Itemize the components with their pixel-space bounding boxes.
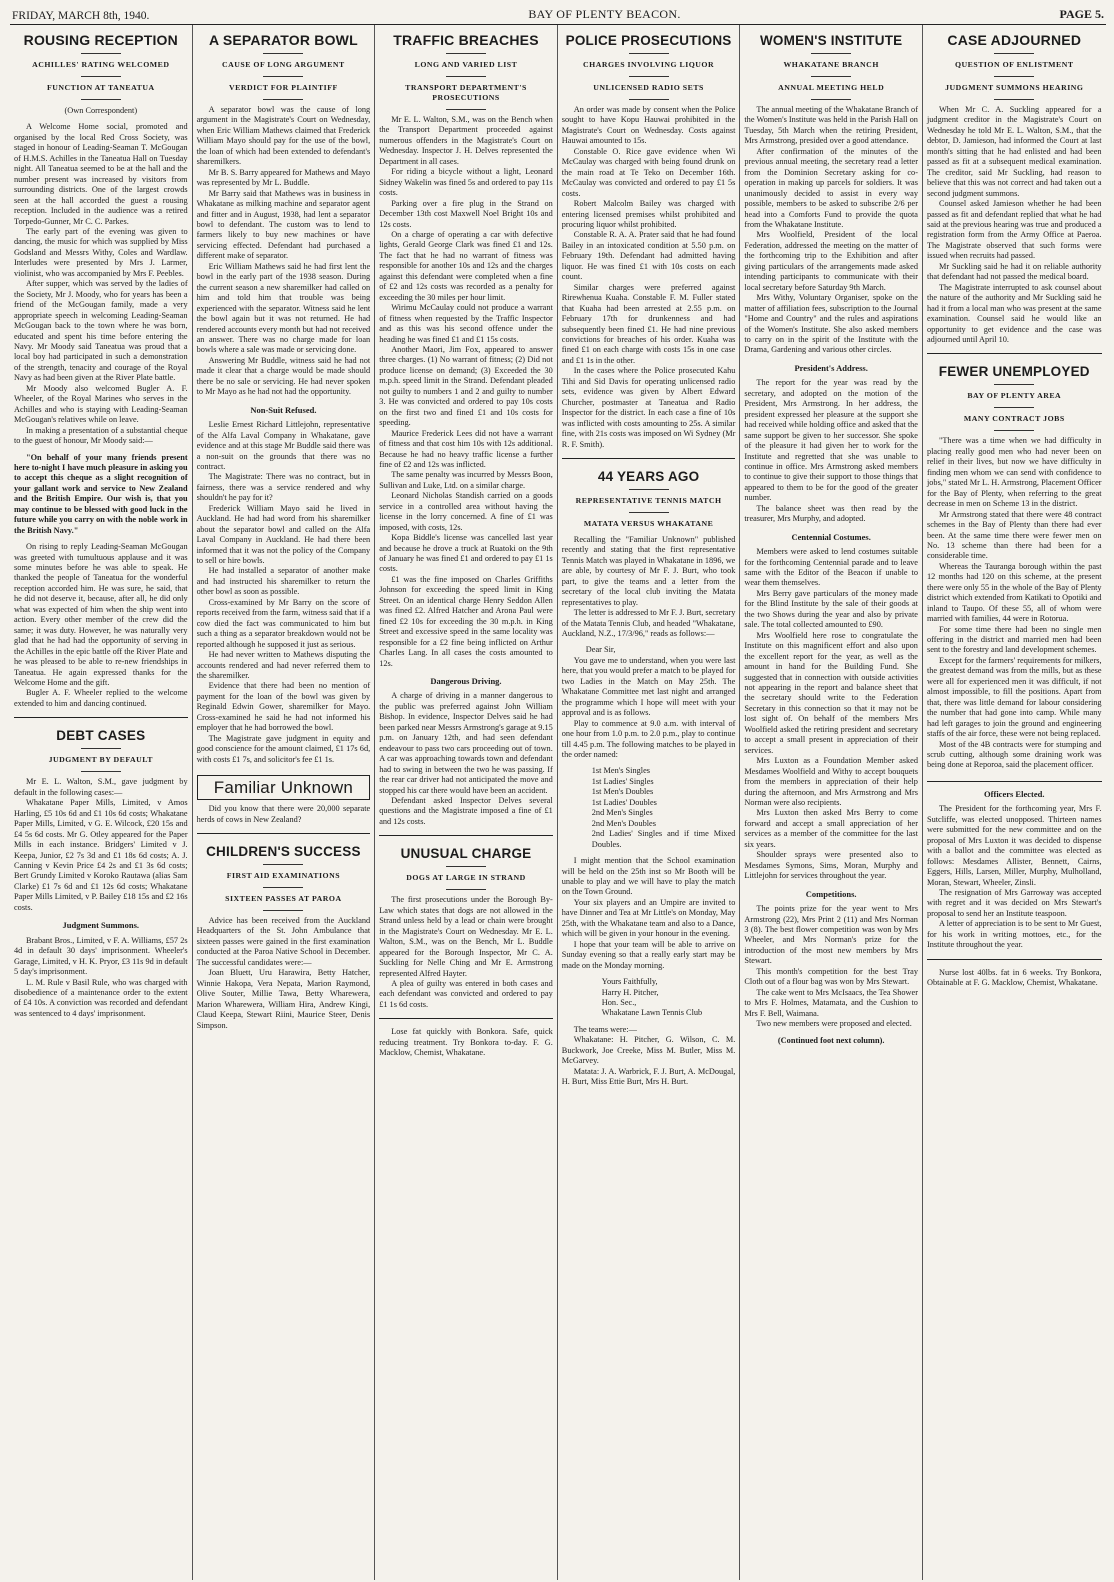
section-subhead: Judgment Summons. bbox=[62, 920, 140, 931]
paragraph: L. M. Rule v Basil Rule, who was charged with disobedience of a maintenance order to the extent of £4 10s. A conviction was recorded and defendant was sentenced to 4 days' imprisonment. bbox=[14, 977, 188, 1018]
paragraph: A charge of driving in a manner dangerous to the public was preferred against John William Bishop. In evidence, Inspector Delves said he had been parked near Messrs Armstrong's garage at 9.15 p.m. on January 12th, and had seen defendant endeavour to pass two cars proceeding out of town. A car was approaching towards town and defendant had to swing in between the two he was passing. If the rear car driver had not anticipated the move and stopped his car there would have been an accident. bbox=[379, 691, 553, 795]
paragraph: Parking over a fire plug in the Strand on December 13th cost Maxwell Noel Bright 10s and 12s costs. bbox=[379, 198, 553, 229]
section-subhead: Competitions. bbox=[805, 888, 857, 899]
signature-line: Whakatane Lawn Tennis Club bbox=[601, 1008, 703, 1018]
paragraph: Kopa Biddle's license was cancelled last year and because he drove a truck at Ruatoki on the 9th of January he was fined £1 and ordered to pay £1 1s costs. bbox=[379, 533, 553, 574]
paper-name: BAY OF PLENTY BEACON. bbox=[528, 7, 681, 21]
divider bbox=[994, 53, 1034, 54]
paragraph: Shoulder sprays were presented also to Mesdames Symons, Sims, Moran, Murphy and Littlejohn for services throughout the year. bbox=[744, 850, 918, 881]
article-body bbox=[562, 535, 736, 640]
subheading: VERDICT FOR PLAINTIFF bbox=[229, 83, 338, 92]
letter-signature bbox=[602, 977, 736, 1019]
letter-salutation: Dear Sir, bbox=[585, 645, 616, 655]
paragraph: Most of the 4B contracts were for stumping and scrub cutting, although some draining work was being done at Reporoa, said the placement officer. bbox=[926, 739, 1102, 770]
subheading: QUESTION OF ENLISTMENT bbox=[954, 60, 1074, 69]
columns bbox=[10, 25, 1106, 1580]
paragraph: The points prize for the year went to Mrs Armstrong (22), Mrs Print 2 (11) and Mrs Norman 3 (8). The best flower competition was won by Mrs Wheeler, and Mrs Norman's prize for the introduction of the most new members by Mrs Stewart. bbox=[744, 904, 918, 966]
paragraph: The cake went to Mrs McIsaacs, the Tea Shower to Mrs F. Holmes, Matamata, and the Cushion to Mrs F. Bell, Waimana. bbox=[744, 987, 918, 1018]
article-body bbox=[197, 804, 371, 825]
headline-44-years-ago: 44 YEARS AGO bbox=[562, 458, 736, 484]
paragraph: Counsel asked Jamieson whether he had been passed as fit and defendant replied that what he had said at the previous hearing was true and produced a registration form from the Army Office at Paeroa. The Magistrate observed that such forms were issued when recruits had passed. bbox=[926, 199, 1102, 261]
subheading: BAY OF PLENTY AREA bbox=[967, 391, 1062, 401]
list-item: 2nd Ladies' Singles and if time Mixed Doubles. bbox=[591, 829, 736, 849]
subheading: JUDGMENT BY DEFAULT bbox=[48, 755, 153, 765]
page-number: PAGE 5. bbox=[1059, 7, 1104, 21]
subheading: MATATA VERSUS WHAKATANE bbox=[583, 518, 714, 528]
advert-text: Nurse lost 40lbs. fat in 6 weeks. Try Bonkora, Obtainable at F. G. Macklow, Chemist, Whakatane. bbox=[926, 967, 1102, 988]
paragraph: You gave me to understand, when you were last here, that you would prefer a match to be played for two Ladies in the Match on May 25th. The Whakatane Committee met last night and arranged the programme which I hope will meet with your approval and is as follows. bbox=[561, 655, 736, 718]
divider bbox=[811, 53, 851, 54]
paragraph: In the cases where the Police prosecuted Kahu Tihi and Sid Davis for operating unlicensed radio sets, evidence was given by Albert Edward Churcher, postmaster at Taneatua and Radio Inspector for the district. In each case a fine of 10s was inflicted with costs amounting to 25s. A similar fine, with 21s costs was imposed on Wi Sydney (Mr R. F. Smith). bbox=[561, 366, 736, 449]
paragraph: The Magistrate gave judgment in equity and good conscience for the amount claimed, £1 17s 6d, with costs £1 7s, and solicitor's fee £1 1s. bbox=[196, 733, 371, 764]
paragraph: Brabant Bros., Limited, v F. A. Williams, £57 2s 4d in default 30 days' imprisonment. Wheeler's Garage, Limited, v H. K. Pryor, £3 11s 9d in default 5 day's imprisonment. bbox=[14, 935, 188, 977]
byline: (Own Correspondent) bbox=[64, 106, 138, 115]
continued-note: (Continued foot next column). bbox=[777, 1035, 885, 1045]
letter bbox=[562, 645, 736, 1018]
divider bbox=[629, 76, 669, 77]
paragraph: Evidence that there had been no mention of payment for the loan of the bowl was given by Reginald Edwin Gower, sharemilker for Mayo. Cross-examined he said he had not informed his employer that he had borrowed the bowl. bbox=[196, 681, 371, 733]
article-body bbox=[197, 420, 371, 765]
divider bbox=[994, 99, 1034, 100]
section-subhead: Non-Suit Refused. bbox=[250, 404, 317, 415]
paragraph: He had installed a separator of another make and had instructed his sharemilker to return the other bowl as soon as possible. bbox=[196, 566, 371, 597]
headline-rousing-reception: ROUSING RECEPTION bbox=[23, 32, 178, 48]
headline-familiar-unknown: Familiar Unknown bbox=[197, 775, 371, 800]
article-body bbox=[744, 378, 918, 524]
quoted-speech bbox=[14, 453, 188, 537]
column-6 bbox=[923, 25, 1106, 1580]
paragraph: Eric William Mathews said he had first lent the bowl in the early part of the 1938 season. During the current season a new sharemilker had called on him and told him that trouble was being experienced with the separator. Witness said he lent the bowl again but it was not returned. He had rendered accounts every month but had not received an answer. There was no charge made for loan bowls where a sale was made or servicing done. bbox=[196, 261, 371, 355]
paragraph: The same penalty was incurred by Messrs Boon, Sullivan and Luke, Ltd. on a similar charge. bbox=[379, 470, 553, 490]
article-body bbox=[562, 1025, 736, 1088]
divider bbox=[263, 99, 303, 100]
subheading: CAUSE OF LONG ARGUMENT bbox=[222, 60, 345, 69]
signature-line: Hon. Sec., bbox=[601, 997, 637, 1007]
paragraph: Defendant asked Inspector Delves several questions and the Magistrate imposed a fine of £1 and 12s costs. bbox=[379, 796, 553, 826]
divider bbox=[263, 53, 303, 54]
article-body bbox=[14, 936, 188, 1020]
paragraph: Mr Suckling said he had it on reliable authority that defendant had not passed the medical board. bbox=[926, 261, 1102, 282]
paragraph: A plea of guilty was entered in both cases and each defendant was convicted and ordered to pay £1 1s 6d costs. bbox=[379, 978, 553, 1009]
divider bbox=[629, 99, 669, 100]
divider bbox=[446, 109, 486, 110]
subheading: JUDGMENT SUMMONS HEARING bbox=[945, 83, 1084, 92]
quote-text: "On behalf of your many friends present here to-night I have much pleasure in asking you to accept this cheque as a slight recognition of your gallant work and service to New Zealand and the British Empire. Our wish is, that you may continue to be blessed with good luck in the future while you carry on with the noble work in the British Navy." bbox=[14, 452, 188, 535]
column-5 bbox=[740, 25, 923, 1580]
signature-line: Harry H. Pitcher, bbox=[601, 987, 659, 997]
paragraph: Mrs Withy, Voluntary Organiser, spoke on the matter of affiliation fees, subscription to the Journal "Home and Country" and the rules and aspirations of the Women's Institute. She also asked members to carry on in the spirit of the Institute with the Drama, Gardening and various other circles. bbox=[744, 293, 918, 355]
paragraph: Mr E. L. Walton, S.M., was on the Bench when the Transport Department proceeded against numerous offenders in the Magistrate's Court on Wednesday. Inspector J. H. Delves represented the Department in all cases. bbox=[379, 115, 553, 166]
paragraph: He had never written to Mathews disputing the accounts rendered and had never referred them to the sharemilker. bbox=[196, 650, 371, 681]
subheading: MANY CONTRACT JOBS bbox=[963, 414, 1065, 424]
subheading: SIXTEEN PASSES AT PAROA bbox=[225, 894, 342, 903]
divider bbox=[446, 866, 486, 867]
paragraph: Mrs Woolfield here rose to congratulate the Institute on this magnificent effort and also upon the excellent report for the year, as well as the amount in hand for the Building Fund. She suggested that in connection with outside activities not appearing in the report and balance sheet that the secretary should write to the Federation Secretary in this connection so that it may not be lost sight of. On behalf of the members Mrs Woolfield asked the retiring president and secretary to accept a small present in appreciation of their services. bbox=[744, 630, 918, 755]
divider bbox=[81, 99, 121, 100]
divider bbox=[81, 53, 121, 54]
paragraph: Mr Moody also welcomed Bugler A. F. Wheeler, of the Royal Marines who serves in the Achilles and who is staying with Leading-Seaman McGougan's relatives while on leave. bbox=[14, 383, 188, 425]
subheading: REPRESENTATIVE TENNIS MATCH bbox=[575, 495, 722, 505]
section-subhead: President's Address. bbox=[794, 362, 868, 373]
issue-date: FRIDAY, MARCH 8th, 1940. bbox=[12, 10, 150, 22]
paragraph: Mr Armstrong stated that there were 48 contract schemes in the Bay of Plenty than there had ever been. At the same time there were fewer men on No. 13 scheme than there had been for a considerable time. bbox=[926, 509, 1102, 561]
article-body bbox=[927, 436, 1102, 771]
paragraph: After supper, which was served by the ladies of the Society, Mr J. Moody, who for years has been a friend of the McGougan family, made a very appropriate speech in welcoming Leading-Seaman McGougan back to the town where he was born, educated and spent his time before entering the Navy. Mr Moody said Taneatua was proud that a local boy had participated in such a demonstration of the strength, tenacity and courage of the Royal Navy as had been given at the River Plate battle. bbox=[14, 279, 188, 383]
paragraph: The Magistrate: There was no contract, but in fairness, there was a service rendered and why shouldn't he pay for it? bbox=[196, 472, 371, 503]
paragraph: On rising to reply Leading-Seaman McGougan was greeted with tumultuous applause and it was some minutes before he was able to speak. He thanked the people of Taneatua for the wonderful reception accorded him. He was sure, he said, that he did not deserve it, because, after all, he did only what was expected of him when the ship went into action. Every other member of the crew did the same; it was duty. However, he was naturally very glad that he had had the opportunity of serving in the Achilles in the epic battle off the River Plate and he was pleased to be able to re-new friendships in Taneatua. He again expressed thanks for the Welcome Home and the gift. bbox=[14, 542, 188, 688]
paragraph: Whakatane: H. Pitcher, G. Wilson, C. M. Buckwork, Joe Creeke, Miss M. Butler, Miss M. McGarvey. bbox=[561, 1035, 736, 1066]
list-item: 2nd Men's Doubles bbox=[591, 818, 656, 828]
paragraph: I hope that your team will be able to arrive on Sunday evening so that a really early start may be made on the Monday morning. bbox=[561, 939, 736, 970]
article-body bbox=[197, 105, 371, 398]
article-body bbox=[562, 105, 736, 450]
paragraph: The letter is addressed to Mr F. J. Burt, secretary of the Matata Tennis Club, and headed "Whakatane, Auckland, N.Z., 17/3/96," reads as follows:— bbox=[561, 608, 736, 639]
paragraph: Frederick William Mayo said he lived in Auckland. He had had word from his sharemilker about the separator bowl and called on the Alfa Laval Company in Auckland. He had there been informed that it was not the policy of the Company to sell or hire bowls. bbox=[196, 503, 371, 566]
divider bbox=[263, 864, 303, 865]
subheading: TRANSPORT DEPARTMENT'S PROSECUTIONS bbox=[405, 83, 527, 102]
subheading: ACHILLES' RATING WELCOMED bbox=[32, 60, 170, 69]
paragraph: Members were asked to lend costumes suitable for the forthcoming Centennial parade and to leave same with the Editor of the Beacon if unable to wear them themselves. bbox=[744, 547, 918, 588]
article-body bbox=[379, 895, 553, 1010]
paragraph: Constable O. Rice gave evidence when Wi McCaulay was charged with being found drunk on the main road at Te Teko on December 16th. McCaulay was convicted and ordered to pay £1 5s costs. bbox=[561, 146, 736, 198]
paragraph: The report for the year was read by the secretary, and adopted on the motion of the President, Mrs Armstrong. In her address, the president expressed her pleasure at the support she had received while holding office and asked that the same support be given to her successor. She spoke of the pleasure it had given her to work for the Institute and regretted that she was unable to continue in office. Mrs Armstrong asked members to continue to give their support to those things that appeared to them to be for the good of the greater number. bbox=[744, 378, 918, 503]
list-item: 2nd Men's Singles bbox=[591, 808, 653, 818]
divider bbox=[994, 430, 1034, 431]
match-list bbox=[592, 766, 736, 850]
paragraph: "There was a time when we had difficulty in placing really good men who had never been on relief in their lives, but now we have difficulty in finding men whom we can send with confidence to jobs," stated Mr L. H. Armstrong, Placement Officer for the Bay of Plenty, when referring to the great decrease in men on Scheme 13 in the district. bbox=[926, 436, 1102, 509]
section-subhead: Dangerous Driving. bbox=[430, 676, 502, 687]
paragraph: Cross-examined by Mr Barry on the score of reports received from the farm, witness said that if a cow died the fact was communicated to him but such a thing as a separator breakdown would not be reported although he supposed it just as serious. bbox=[196, 597, 371, 649]
paragraph: Another Maori, Jim Fox, appeared to answer three charges. (1) No warrant of fitness; (2) Did not produce license on demand; (3) Exceeded the 30 m.p.h. speed limit in the Strand. Defendant pleaded not guilty to numbers 1 and 2 and guilty to number 3. He was convicted and ordered to pay 10s costs on the first two and fined £1 and 10s costs for speeding. bbox=[379, 344, 553, 428]
paragraph: Answering Mr Buddle, witness said he had not made it clear that a charge would be made should there be no sale or servicing. He had never spoken to Mr Mayo as he had not had the opportunity. bbox=[196, 355, 371, 397]
paragraph: Similar charges were preferred against Rirewhenua Kuaha. Constable F. M. Fuller stated that Kuaha had been arrested at 2.55 p.m. on February 17th for drunkenness and had subsequently been fined £1. He had nine previous convictions for breaches of his order. Kuaha was fined £1 on each charge with costs 15s in one case and £1 1s in the other. bbox=[561, 282, 736, 365]
subheading: UNLICENSED RADIO SETS bbox=[593, 83, 704, 92]
subheading: FUNCTION AT TANEATUA bbox=[46, 83, 155, 92]
paragraph: This month's competition for the best Tray Cloth out of a flour bag was won by Mrs Stewart. bbox=[744, 966, 918, 987]
paragraph: The early part of the evening was given to dancing, the music for which was supplied by Miss Godsland and Messrs Withy, Coles and Wardlaw. Interludes were presented by Mrs J. Larmer, violinist, who was accompanied by Mrs F. Peebles. bbox=[14, 226, 188, 278]
section-subhead: Officers Elected. bbox=[984, 788, 1045, 799]
headline-unusual-charge: UNUSUAL CHARGE bbox=[379, 835, 553, 861]
paragraph: A Welcome Home social, promoted and organised by the local Red Cross Society, was staged in honour of Leading-Seaman T. McGougan of H.M.S. Achilles in the Taneatua Hall on Tuesday night. All Taneatua seemed to be at the hall and the number present was increased by visitors from surrounding districts. One of the largest crowds seen at the hall accorded the guest a rousing reception. Included in the audience was a retired Torpedo-Gunner, Mr C. C. Parkes. bbox=[14, 122, 188, 226]
paragraph: Whereas the Tauranga borough within the past 12 months had 120 on this scheme, at the present there were only 55 in the whole of the Bay of Plenty district which extended from Katikati to Opotiki and inland to Taupo. Of these 55, all of whom were married with families, 44 were in Rotorua. bbox=[926, 561, 1102, 624]
divider bbox=[629, 53, 669, 54]
paragraph: A letter of appreciation is to be sent to Mr Guest, for his work in writing mottoes, etc., for the Institute throughout the year. bbox=[926, 919, 1102, 950]
paragraph: Advice has been received from the Auckland Headquarters of the St. John Ambulance that sixteen passes were gained in the first examination conducted at the Paroa Native School in December. The successful candidates were:— bbox=[196, 916, 371, 967]
paragraph: Matata: J. A. Warbrick, F. J. Burt, A. McDougal, H. Burt, Miss Ettie Burt, Mrs H. Burt. bbox=[561, 1066, 736, 1087]
paragraph: A separator bowl was the cause of long argument in the Magistrate's Court on Wednesday, when Eric William Mathews claimed that Frederick William Mayo should pay for the use of the bowl, the loan of which had been extended to defendant's sharemilkers. bbox=[196, 105, 371, 167]
paragraph: The annual meeting of the Whakatane Branch of the Women's Institute was held in the Parish Hall on Tuesday, 5th March when the retiring President, Mrs Armstrong, presided over a good attendance. bbox=[744, 105, 918, 146]
article-body bbox=[927, 105, 1102, 345]
subheading: CHARGES INVOLVING LIQUOR bbox=[583, 60, 715, 69]
headline-childrens-success: CHILDREN'S SUCCESS bbox=[197, 833, 371, 859]
paragraph: Leonard Nicholas Standish carried on a goods service in a controlled area without having the license in the lorry concerned. A fine of £1 was imposed, with costs, 12s. bbox=[379, 491, 553, 532]
paragraph: Bugler A. F. Wheeler replied to the welcome extended to him and dancing continued. bbox=[14, 688, 188, 708]
paragraph: Constable R. A. A. Prater said that he had found Bailey in an intoxicated condition at 5.50 p.m. on February 19th. Defendant had admitted having liquor. He was fined £1 with 10s costs on each count. bbox=[561, 230, 736, 282]
divider bbox=[811, 76, 851, 77]
divider bbox=[263, 887, 303, 888]
paragraph: The President for the forthcoming year, Mrs F. Sutcliffe, was elected unopposed. Thirteen names were submitted for the new committee and on the proposal of Mrs Luxton it was decided to dispense with a ballot and the committee was elected as follows: Mesdames Allister, Bennett, Cairns, Eggers, Hills, Larsen, Miller, Murphy, Mulholland, Moran, Stewart, Wheeler, Zinsli. bbox=[926, 804, 1102, 887]
paragraph: After confirmation of the minutes of the previous annual meeting, the secretary read a letter from the Dominion Secretary asking for co-operation in making up parcels for soldiers. It was unanimously decided to assist in every way possible, members to be asked to subscribe 2/6 per head into a Comforts Fund to provide the quota from the Whakatane Institute. bbox=[744, 146, 918, 229]
paragraph: Mrs Woolfield, President of the local Federation, addressed the meeting on the matter of the forthcoming trip to the Exhibition and after giving particulars of the arrangements made asked intending participants to communicate with their local secretary before Saturday 9th March. bbox=[744, 230, 918, 292]
article-body bbox=[379, 691, 553, 827]
paragraph: The Magistrate interrupted to ask counsel about the nature of the authority and Mr Suckling said he had it from a local man who was present at the same examination. Counsel said he would like an opportunity to get evidence and the case was adjourned until April 10. bbox=[926, 282, 1102, 344]
paragraph: Your six players and an Umpire are invited to have Dinner and Tea at Mr Little's on Monday, May 25th, with the Whakatane team and also to a Dance, which will be given in your honour in the evening. bbox=[561, 897, 736, 939]
list-item: 1st Men's Doubles bbox=[591, 787, 654, 797]
paragraph: Play to commence at 9.0 a.m. with interval of one hour from 1.0 p.m. to 2.0 p.m., play to continue till 4.45 p.m. The following matches to be played in the order named: bbox=[561, 718, 736, 760]
headline-fewer-unemployed: FEWER UNEMPLOYED bbox=[927, 353, 1102, 379]
paragraph: The first prosecutions under the Borough By-Law which states that dogs are not allowed in the Strand unless held by a lead or chain were brought in the Magistrate's Court on Wednesday. Mr E. L. Walton, S.M., was on the Bench, Mr L. Buddle appeared for the Borough Inspector, Mr C. A. Suckling for Nelle Ching and Mr E. Armstrong represented Alfred Hayter. bbox=[379, 895, 553, 978]
article-body bbox=[14, 122, 188, 446]
paragraph: The balance sheet was then read by the treasurer, Mrs Murphy, and adopted. bbox=[744, 503, 918, 524]
paragraph: Wirimu McCaulay could not produce a warrant of fitness when requested by the Traffic Inspector and as this was his second offence under the heading he was fined £1 and £1 15s costs. bbox=[379, 303, 553, 344]
paragraph: Two new members were proposed and elected. bbox=[756, 1019, 912, 1029]
paragraph: Recalling the "Familiar Unknown" published recently and stating that the first representative Tennis Match was played in Whakatane in 1896, we are able, by courtesy of Mr F. J. Burt, who took part, to give the teams and a letter from the secretary of the local club inviting the Matata representatives to play. bbox=[561, 534, 736, 607]
paragraph: Except for the farmers' requirements for milkers, the greatest demand was from the mills, but as these were all for experienced men it was difficult, if not almost impossible, to fill the positions. Apart from that, there was little demand for labour considering the number that had gone into camp. While many had left garages to join the ground and engineering staffs of the air force, these were not being replaced. bbox=[926, 655, 1102, 739]
advertisement bbox=[927, 959, 1102, 989]
paragraph: An order was made by consent when the Police sought to have Kopu Hauwai prohibited in the Magistrate's Court on Wednesday. Costs against Hauwai amounted to 15s. bbox=[561, 105, 736, 146]
list-item: 1st Ladies' Singles bbox=[591, 776, 654, 786]
column-4 bbox=[558, 25, 741, 1580]
column-1 bbox=[10, 25, 193, 1580]
headline-traffic-breaches: TRAFFIC BREACHES bbox=[393, 32, 539, 48]
paragraph: Mr Barry said that Mathews was in business in Whakatane as milking machine and separator agent and fitter and in August, 1938, had lent a separator bowl to defendant. The custom was to lend to farmers likely to buy new machines or have servicing effected. Defendant had purchased a different make of separator. bbox=[196, 188, 371, 261]
headline-debt-cases: DEBT CASES bbox=[14, 717, 188, 743]
subheading: FIRST AID EXAMINATIONS bbox=[226, 871, 341, 880]
divider bbox=[629, 489, 669, 490]
paragraph: For riding a bicycle without a light, Leonard Sidney Wakelin was fined 5s and ordered to pay 11s costs. bbox=[379, 167, 553, 198]
subheading: LONG AND VARIED LIST bbox=[414, 60, 518, 69]
paragraph: Maurice Frederick Lees did not have a warrant of fitness and that cost him 10s with 12s additional. Because he had no heavy traffic license a further fine of £2 and 12s was inflicted. bbox=[379, 428, 553, 469]
paragraph: Mr B. S. Barry appeared for Mathews and Mayo was represented by Mr L. Buddle. bbox=[196, 167, 371, 188]
divider bbox=[81, 76, 121, 77]
signature-line: Yours Faithfully, bbox=[601, 977, 658, 987]
column-2 bbox=[193, 25, 376, 1580]
paragraph: Leslie Ernest Richard Littlejohn, representative of the Alfa Laval Company in Whakatane, gave evidence and at this stage Mr Buddle said there was a non-suit on the grounds that there was no contract. bbox=[196, 420, 371, 471]
paragraph: Mrs Berry gave particulars of the money made for the Blind Institute by the sale of their goods at the two Shows during the year and also by private sale. The total collected amounted to £90. bbox=[744, 588, 918, 630]
divider bbox=[263, 910, 303, 911]
article-body bbox=[927, 804, 1102, 950]
paragraph: Mrs Luxton as a Foundation Member asked Mesdames Woolfield and Withy to accept bouquets from the members in appreciation of their help during the afternoon, and Mrs Armstrong and Mrs Norman were also recipients. bbox=[744, 756, 918, 807]
column-3 bbox=[375, 25, 558, 1580]
headline-police-prosecutions: POLICE PROSECUTIONS bbox=[565, 33, 732, 48]
divider bbox=[927, 781, 1102, 782]
divider bbox=[263, 76, 303, 77]
divider bbox=[446, 53, 486, 54]
article-body bbox=[14, 542, 188, 709]
paragraph: Did you know that there were 20,000 separate herds of cows in New Zealand? bbox=[196, 804, 371, 824]
masthead bbox=[10, 4, 1106, 25]
advert-text: Lose fat quickly with Bonkora. Safe, quick reducing treatment. Try Bonkora to-day. F. G. Macklow, Chemist, Whakatane. bbox=[379, 1027, 553, 1058]
headline-separator-bowl: A SEPARATOR BOWL bbox=[208, 32, 358, 48]
divider bbox=[446, 889, 486, 890]
divider bbox=[629, 512, 669, 513]
paragraph: Joan Bluett, Uru Harawira, Betty Hatcher, Winnie Hakopa, Vera Nepata, Marion Raymond, Olive Souter, Millie Tawa, Betty Wharewera, Marion Wharewera, William Hira, Andrew Kingi, Claud Keepa, Stewart Riini, Maurice Steer, Denis Simpson. bbox=[196, 968, 371, 1030]
divider bbox=[994, 384, 1034, 385]
divider bbox=[446, 76, 486, 77]
paragraph: Mrs Luxton then asked Mrs Berry to come forward and accept a small appreciation of her services as a member of the committee for the last six years. bbox=[744, 808, 918, 849]
paragraph: £1 was the fine imposed on Charles Griffiths Johnson for exceeding the speed limit in King Street. On an identical charge Henry Seddon Allen was fined £2. Alfred Hatcher and Arona Paul were fined £2 10s for exceeding the 30 m.p.h. in King Street and excessive speed in the same locality was responsible for a £2 fine being inflicted on Arthur Charles Lang. In all cases the costs amounted to 12s. bbox=[379, 574, 553, 668]
advertisement bbox=[379, 1018, 553, 1058]
paragraph: When Mr C. A. Suckling appeared for a judgment creditor in the Magistrate's Court on Wednesday he told Mr E. L. Walton, S.M., that the debtor, D. Jamieson, had informed the Court at last month's sitting that he had enlisted and had been passed as fit at a subsequent medical examination. The creditor, said Mr Suckling, had reason to believe that this was not correct and had taken out a second judgment summons. bbox=[926, 105, 1102, 198]
paragraph: Whakatane Paper Mills, Limited, v Amos Harling, £5 10s 6d and £1 10s 6d costs; Whakatane Paper Mills, Limited, v G. E. Wilcock, £20 15s and £4 5s 6d costs. Mr G. Otley appeared for the Paper Mills in each instance. Bridgers' Limited v J. Keepa, Junior, £2 7s 3d and £1 18s 6d costs; A. J. Canning v Kevin Price £4 2s and £1 3s 6d costs; Bert Grundy Limited v Koroko Rautawa (alias Sam Clarke) £1 7s 6d and £1 12s 6d costs; Whakatane Paper Mills Limited, v P. Bailey £18 15s and £2 16s costs. bbox=[14, 798, 188, 912]
article-body bbox=[744, 904, 918, 1029]
paragraph: The teams were:— bbox=[573, 1024, 637, 1034]
article-body bbox=[197, 916, 371, 1031]
article-body bbox=[744, 105, 918, 356]
list-item: 1st Men's Singles bbox=[591, 766, 650, 776]
paragraph: On a charge of operating a car with defective lights, Gerald George Clark was fined £1 and 12s. The fact that he had no warrant of fitness was responsible for another 10s and 12s and the charges against this defendant were completed when a fine of £2 and 12s costs was recorded as a penalty for exceeding the 30 miles per hour limit. bbox=[379, 229, 553, 302]
paragraph: The resignation of Mrs Garroway was accepted with regret and it was decided on Mrs Stewart's proposal to send her an Institute teaspoon. bbox=[926, 888, 1102, 918]
article-body bbox=[744, 547, 918, 882]
divider bbox=[994, 76, 1034, 77]
divider bbox=[994, 407, 1034, 408]
paragraph: I might mention that the School examination will be held on the 25th inst so Mr Booth will be unable to play and we will have to play the match on the Town Ground. bbox=[561, 856, 736, 897]
subheading: DOGS AT LARGE IN STRAND bbox=[406, 873, 526, 883]
article-body bbox=[379, 115, 553, 669]
subheading: WHAKATANE BRANCH bbox=[783, 60, 879, 69]
paragraph: In making a presentation of a substantial cheque to the guest of honour, Mr Moody said:— bbox=[14, 425, 188, 446]
paragraph: Robert Malcolm Bailey was charged with entering licensed premises whilst prohibited and procuring liquor whilst prohibited. bbox=[561, 199, 736, 229]
divider bbox=[811, 99, 851, 100]
subheading: ANNUAL MEETING HELD bbox=[778, 83, 885, 92]
section-subhead: Centennial Costumes. bbox=[791, 531, 871, 542]
list-item: 1st Ladies' Doubles bbox=[591, 797, 657, 807]
article-body bbox=[14, 777, 188, 913]
paragraph: For some time there had been no single men offering in the district and married men had been sent to the forestry and land development schemes. bbox=[926, 624, 1102, 655]
headline-case-adjourned: CASE ADJOURNED bbox=[947, 32, 1082, 48]
divider bbox=[81, 771, 121, 772]
headline-womens-institute: WOMEN'S INSTITUTE bbox=[759, 33, 903, 48]
paragraph: Mr E. L. Walton, S.M., gave judgment by default in the following cases:— bbox=[14, 777, 188, 797]
divider bbox=[81, 748, 121, 749]
